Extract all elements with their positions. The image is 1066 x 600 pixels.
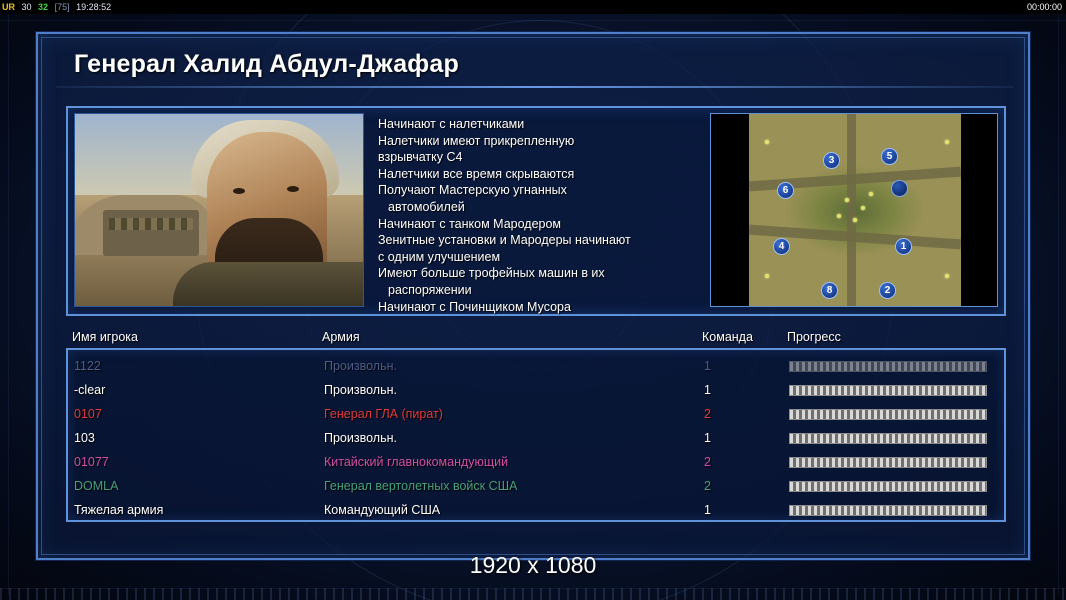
ur-label: UR: [2, 2, 15, 12]
player-team: 1: [704, 503, 711, 517]
bonus-line: распоряжении: [388, 282, 472, 297]
player-name: 01077: [74, 455, 109, 469]
player-name: 0107: [74, 407, 102, 421]
column-header-name: Имя игрока: [72, 330, 138, 344]
bonus-line: автомобилей: [388, 199, 465, 214]
player-army: Произвольн.: [324, 383, 397, 397]
bonus-line: Начинают с танком Мародером: [378, 216, 562, 231]
player-progress-cell: [789, 361, 999, 372]
general-portrait: [74, 113, 364, 307]
player-progress-cell: [789, 385, 999, 396]
map-start-position: 5: [881, 148, 898, 165]
loading-panel: [36, 32, 1030, 560]
player-progress-cell: [789, 505, 999, 516]
title-row: [48, 42, 1022, 88]
player-name: DOMLA: [74, 479, 119, 493]
background-grid-line: [0, 20, 1066, 21]
map-start-position: 1: [895, 238, 912, 255]
player-army: Командующий США: [324, 503, 441, 517]
player-table: [66, 330, 1006, 528]
bonus-line: Имеют больше трофейных машин в их: [378, 266, 605, 281]
table-row[interactable]: [68, 402, 1004, 426]
map-start-position: 6: [777, 182, 794, 199]
player-team: 1: [704, 431, 711, 445]
progress-bar: [789, 385, 987, 396]
map-start-position: 4: [773, 238, 790, 255]
bonus-line: с одним улучшением: [378, 249, 501, 264]
bonus-line: Налетчики все время скрываются: [378, 166, 575, 181]
map-resource: [853, 218, 857, 222]
status-bar: [0, 0, 1066, 14]
table-header: [66, 330, 1006, 348]
player-name: 1122: [74, 359, 101, 373]
portrait-shoulder: [173, 262, 363, 306]
map-resource: [765, 140, 769, 144]
map-resource: [765, 274, 769, 278]
bonus-line: Получают Мастерскую угнанных: [378, 183, 567, 198]
system-clock: 19:28:52: [76, 2, 112, 12]
progress-bar: [789, 433, 987, 444]
map-resource: [861, 206, 865, 210]
progress-bar: [789, 481, 987, 492]
map-terrain: [749, 114, 961, 307]
bottom-tick-strip: [0, 588, 1066, 600]
table-row[interactable]: [68, 354, 1004, 378]
player-team: 2: [704, 407, 711, 421]
background-grid-line: [8, 14, 9, 594]
player-progress-cell: [789, 433, 999, 444]
player-army: Генерал ГЛА (пират): [324, 407, 443, 421]
table-row[interactable]: [68, 426, 1004, 450]
player-army: Генерал вертолетных войск США: [324, 479, 518, 493]
stat-value-3: [75]: [54, 2, 70, 12]
bonus-line: взрывчатку C4: [378, 150, 463, 165]
map-start-position: [891, 180, 908, 197]
player-army: Китайский главнокомандующий: [324, 455, 509, 469]
bonus-line: Начинают с Починщиком Мусора: [378, 299, 571, 314]
general-bonus-list: [364, 108, 710, 314]
player-progress-cell: [789, 481, 999, 492]
map-start-position: 8: [821, 282, 838, 299]
column-header-progress: Прогресс: [787, 330, 841, 344]
map-preview: [710, 113, 998, 307]
progress-bar: [789, 361, 987, 372]
player-name: 103: [74, 431, 95, 445]
player-team: 2: [704, 455, 711, 469]
portrait-eye-left: [233, 188, 245, 194]
progress-bar: [789, 457, 987, 468]
player-progress-cell: [789, 409, 999, 420]
player-army: Произвольн.: [324, 359, 397, 373]
player-name: -clear: [74, 383, 106, 397]
bonus-line: Начинают с налетчиками: [378, 117, 525, 131]
map-river: [847, 114, 856, 307]
table-row[interactable]: [68, 474, 1004, 498]
map-resource: [869, 192, 873, 196]
bonus-line: Налетчики имеют прикрепленную: [378, 133, 575, 148]
player-team: 1: [704, 359, 711, 373]
table-row[interactable]: [68, 450, 1004, 474]
map-start-position: 3: [823, 152, 840, 169]
player-team: 1: [704, 383, 711, 397]
table-body: [66, 348, 1006, 522]
page-title: Генерал Халид Абдул-Джафар: [74, 50, 459, 78]
map-resource: [945, 274, 949, 278]
title-divider: [56, 86, 1014, 88]
stat-value-2: 32: [38, 2, 49, 12]
player-army: Произвольн.: [324, 431, 397, 445]
table-row[interactable]: [68, 378, 1004, 402]
general-info-box: [66, 106, 1006, 316]
background-grid-line: [1058, 14, 1059, 594]
player-name: Тяжелая армия: [74, 503, 164, 517]
portrait-eye-right: [287, 186, 299, 192]
map-resource: [837, 214, 841, 218]
map-start-position: 2: [879, 282, 896, 299]
progress-bar: [789, 505, 987, 516]
column-header-army: Армия: [322, 330, 360, 344]
map-resource: [945, 140, 949, 144]
table-row[interactable]: [68, 498, 1004, 522]
column-header-team: Команда: [702, 330, 753, 344]
match-timer: 00:00:00: [1026, 2, 1062, 12]
map-resource: [845, 198, 849, 202]
player-team: 2: [704, 479, 711, 493]
bonus-line: Зенитные установки и Мародеры начинают: [378, 233, 631, 248]
progress-bar: [789, 409, 987, 420]
portrait-truck: [103, 210, 199, 256]
resolution-caption: 1920 x 1080: [469, 552, 597, 578]
stat-value-1: 30: [21, 2, 32, 12]
player-progress-cell: [789, 457, 999, 468]
